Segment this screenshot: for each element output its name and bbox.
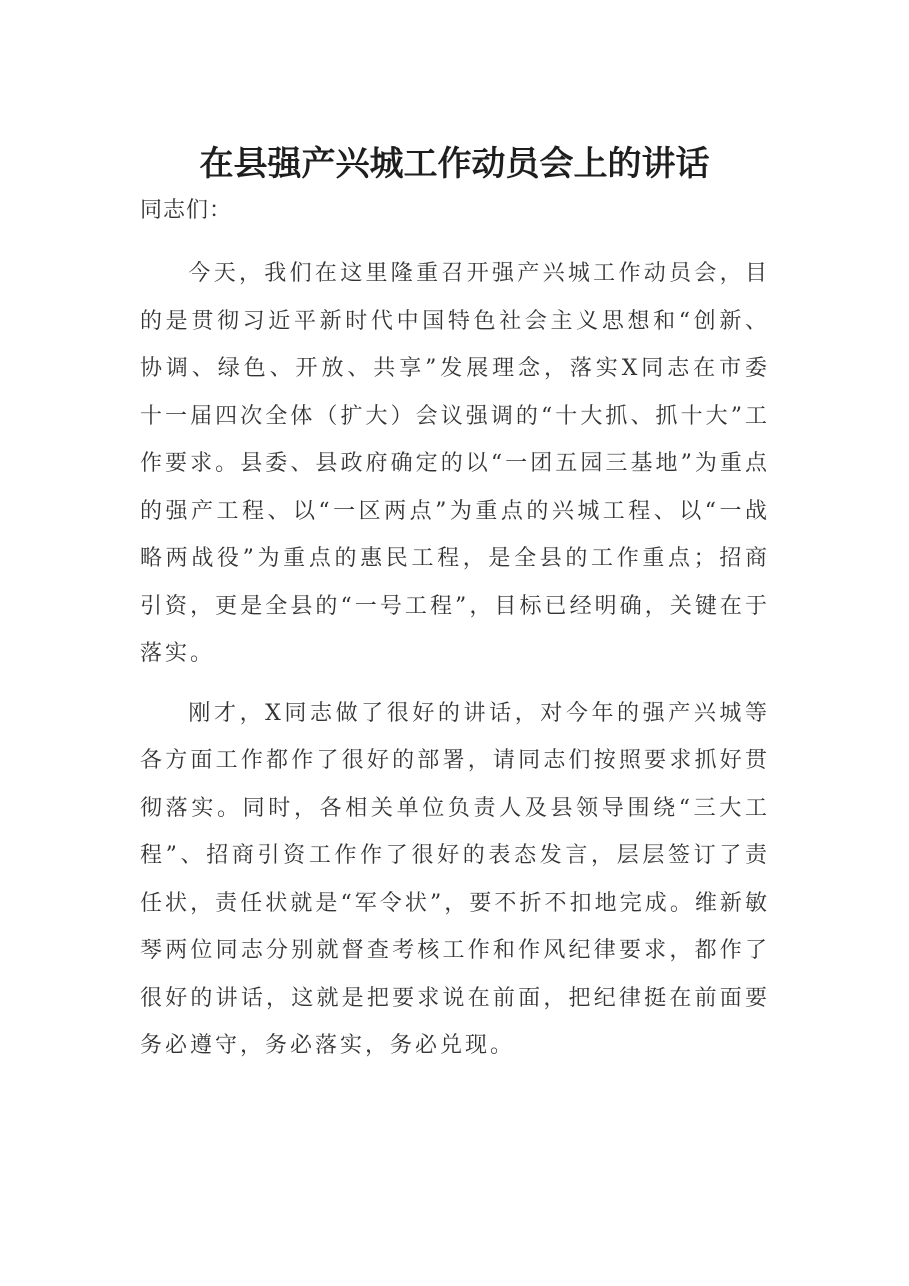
salutation: 同志们： <box>140 198 233 223</box>
paragraph-2: 刚才，X同志做了很好的讲话，对今年的强产兴城等各方面工作都作了很好的部署，请同志们按照要求抓好贯彻落实。同时，各相关单位负责人及县领导围绕“三大工程”、招商引资工作作了很好的表态发言，层层签订了责任状，责任状就是“军令状”，要不折不扣地完成。维新敏琴两位同志分别就督查考核工作和作风纪律要求，都作了很好的讲话，这就是把要求说在前面，把纪律挺在前面要务必遵守，务必落实，务必兑现。 <box>140 700 770 1058</box>
paragraph-1: 今天，我们在这里隆重召开强产兴城工作动员会，目的是贯彻习近平新时代中国特色社会主义思想和“创新、协调、绿色、开放、共享”发展理念，落实X同志在市委十一届四次全体（扩大）会议强调的“十大抓、抓十大”工作要求。县委、县政府确定的以“一团五园三基地”为重点的强产工程、以“一区两点”为重点的兴城工程、以“一战略两战役”为重点的惠民工程，是全县的工作重点；招商引资，更是全县的“一号工程”，目标已经明确，关键在于落实。 <box>140 261 770 666</box>
document-title: 在县强产兴城工作动员会上的讲话 <box>199 144 710 184</box>
document-body <box>140 186 770 1070</box>
